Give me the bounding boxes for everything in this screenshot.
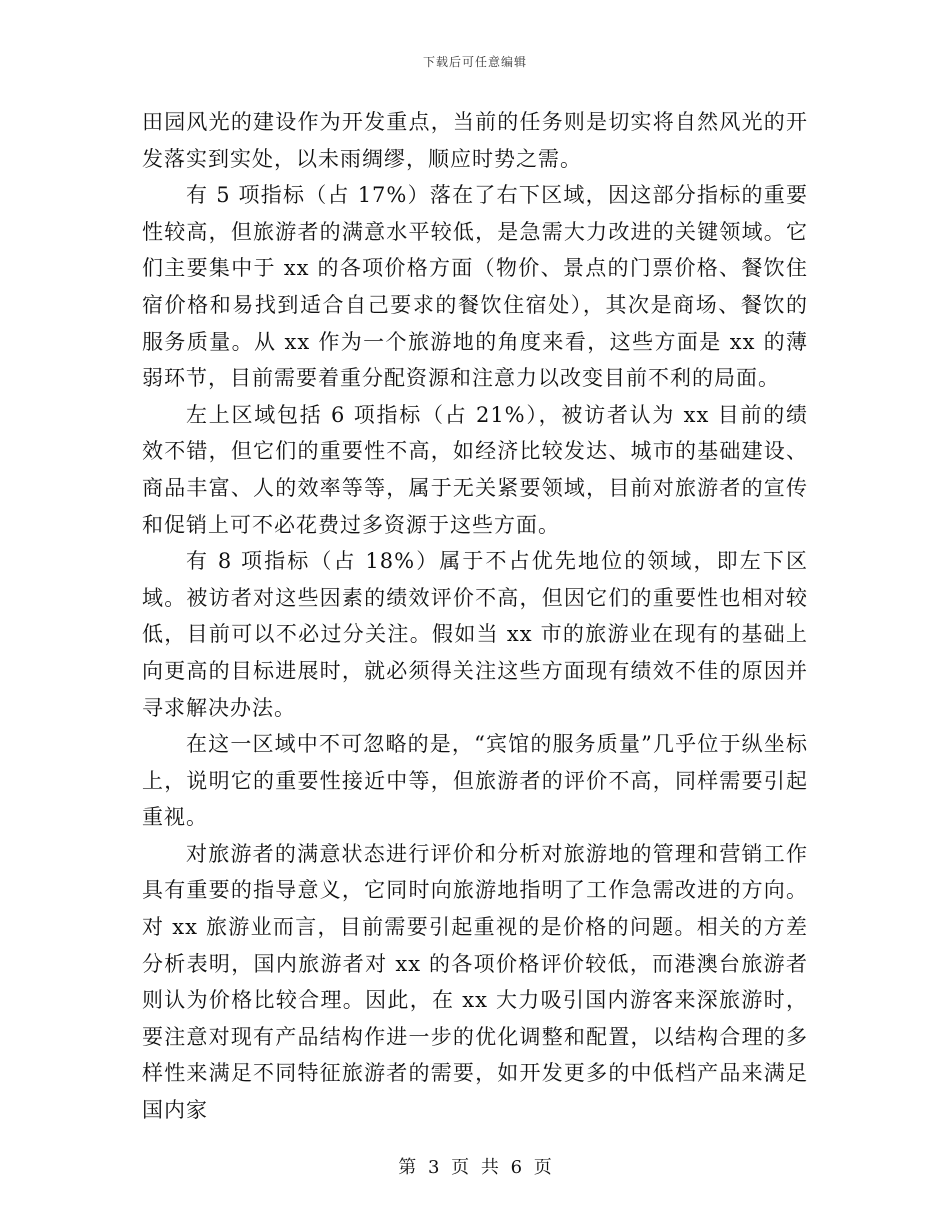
- paragraph-upper-left-region: 左上区域包括 6 项指标（占 21%），被访者认为 xx 目前的绩效不错，但它们的重要性不高，如经济比较发达、城市的基础建设、商品丰富、人的效率等等，属于无关紧要领域，目前对旅游者的宣传和促销上可不必花费过多资源于这些方面。: [142, 402, 808, 537]
- paragraph-lower-right-region: 有 5 项指标（占 17%）落在了右下区域，因这部分指标的重要性较高，但旅游者的满意水平较低，是急需大力改进的关键领域。它们主要集中于 xx 的各项价格方面（物价、景点的门票价格、餐饮住宿价格和易找到适合自己要求的餐饮住宿处），其次是商场、餐饮的服务质量。从 xx 作为一个旅游地的角度来看，这些方面是 xx 的薄弱环节，目前需要着重分配资源和注意力以改变目前不利的局面。: [142, 183, 808, 391]
- page-footer: 第 3 页 共 6 页: [398, 1157, 552, 1178]
- document-body: [142, 104, 808, 1129]
- paragraph-satisfaction-analysis: 对旅游者的满意状态进行评价和分析对旅游地的管理和营销工作具有重要的指导意义，它同时向旅游地指明了工作急需改进的方向。对 xx 旅游业而言，目前需要引起重视的是价格的问题。相关的方差分析表明，国内旅游者对 xx 的各项价格评价较低，而港澳台旅游者则认为价格比较合理。因此，在 xx 大力吸引国内游客来深旅游时，要注意对现有产品结构作进一步的优化调整和配置，以结构合理的多样性来满足不同特征旅游者的需要，如开发更多的中低档产品来满足国内家: [142, 841, 808, 1123]
- paragraph-lower-left-region: 有 8 项指标（占 18%）属于不占优先地位的领域，即左下区域。被访者对这些因素的绩效评价不高，但因它们的重要性也相对较低，目前可以不必过分关注。假如当 xx 市的旅游业在现有的基础上向更高的目标进展时，就必须得关注这些方面现有绩效不佳的原因并寻求解决办法。: [142, 549, 808, 720]
- paragraph-continuation: 田园风光的建设作为开发重点，当前的任务则是切实将自然风光的开发落实到实处，以未雨绸缪，顺应时势之需。: [142, 110, 808, 171]
- page-header: 下载后可任意编辑: [422, 55, 527, 69]
- paragraph-hotel-service-quality: 在这一区域中不可忽略的是，“宾馆的服务质量”几乎位于纵坐标上，说明它的重要性接近中等，但旅游者的评价不高，同样需要引起重视。: [142, 732, 808, 830]
